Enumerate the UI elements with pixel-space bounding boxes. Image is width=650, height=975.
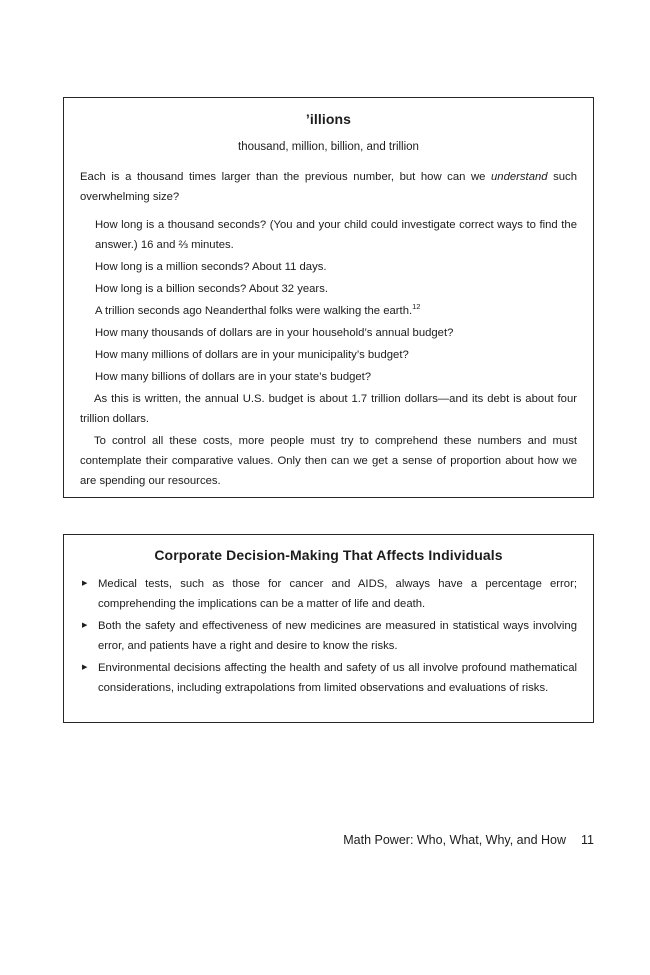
bullet-item-text: Both the safety and effectiveness of new medicines are measured in statistical ways involving error, and patients have a right and desire to know the risks. bbox=[98, 620, 577, 652]
closing-paragraph: As this is written, the annual U.S. budget is about 1.7 trillion dollars—and its debt is about four trillion dollars. bbox=[80, 393, 577, 425]
question-item bbox=[95, 367, 577, 387]
bullet-item bbox=[80, 616, 577, 656]
corporate-box-title: Corporate Decision-Making That Affects Individuals bbox=[154, 547, 503, 563]
running-title: Math Power: Who, What, Why, and How bbox=[343, 833, 567, 847]
bullet-item bbox=[80, 574, 577, 614]
question-item-text: How many thousands of dollars are in your household’s annual budget? bbox=[95, 327, 454, 339]
question-items bbox=[95, 215, 577, 387]
illions-box bbox=[63, 97, 594, 498]
closing-paragraph: To control all these costs, more people must try to comprehend these numbers and must contemplate their comparative values. Only then can we get a sense of proportion about how we are spending our resources. bbox=[80, 435, 577, 487]
question-item-text: How long is a billion seconds? About 32 years. bbox=[95, 283, 328, 295]
question-item bbox=[95, 279, 577, 299]
question-item-text: How long is a million seconds? About 11 days. bbox=[95, 261, 327, 273]
question-item bbox=[95, 345, 577, 365]
intro-paragraph bbox=[80, 167, 577, 207]
page-number: 11 bbox=[581, 833, 594, 847]
triangle-bullet-icon: ▶ bbox=[82, 622, 88, 629]
question-item-text: How many millions of dollars are in your municipality’s budget? bbox=[95, 349, 409, 361]
corporate-box bbox=[63, 534, 594, 723]
bullet-item-text: Environmental decisions affecting the health and safety of us all involve profound mathematical considerations, including extrapolations from limited observations and evaluations of risks. bbox=[98, 662, 577, 694]
bullet-item-text: Medical tests, such as those for cancer and AIDS, always have a percentage error; comprehending the implications can be a matter of life and death. bbox=[98, 578, 577, 610]
question-item bbox=[95, 301, 577, 321]
intro-text-before: Each is a thousand times larger than the previous number, but how can we bbox=[80, 171, 492, 183]
question-item bbox=[95, 257, 577, 277]
question-item bbox=[95, 323, 577, 343]
corporate-bullet-list bbox=[80, 574, 577, 698]
illions-box-title: ’illions bbox=[305, 111, 352, 127]
illions-box-subtitle: thousand, million, billion, and trillion bbox=[238, 141, 419, 153]
question-item-text: A trillion seconds ago Neanderthal folks were walking the earth. bbox=[95, 305, 413, 317]
bullet-item bbox=[80, 658, 577, 698]
triangle-bullet-icon: ▶ bbox=[82, 664, 88, 671]
triangle-bullet-icon: ▶ bbox=[82, 580, 88, 587]
footnote-marker: 12 bbox=[412, 302, 421, 312]
question-item-text: How long is a thousand seconds? (You and your child could investigate correct ways to find the answer.) 16 and ⅔ minutes. bbox=[95, 219, 577, 251]
question-item bbox=[95, 215, 577, 255]
page-footer bbox=[63, 833, 594, 848]
question-item-text: How many billions of dollars are in your state’s budget? bbox=[95, 371, 372, 383]
intro-text-after: such overwhelming size? bbox=[80, 171, 577, 203]
intro-text-italic: understand bbox=[491, 171, 548, 183]
